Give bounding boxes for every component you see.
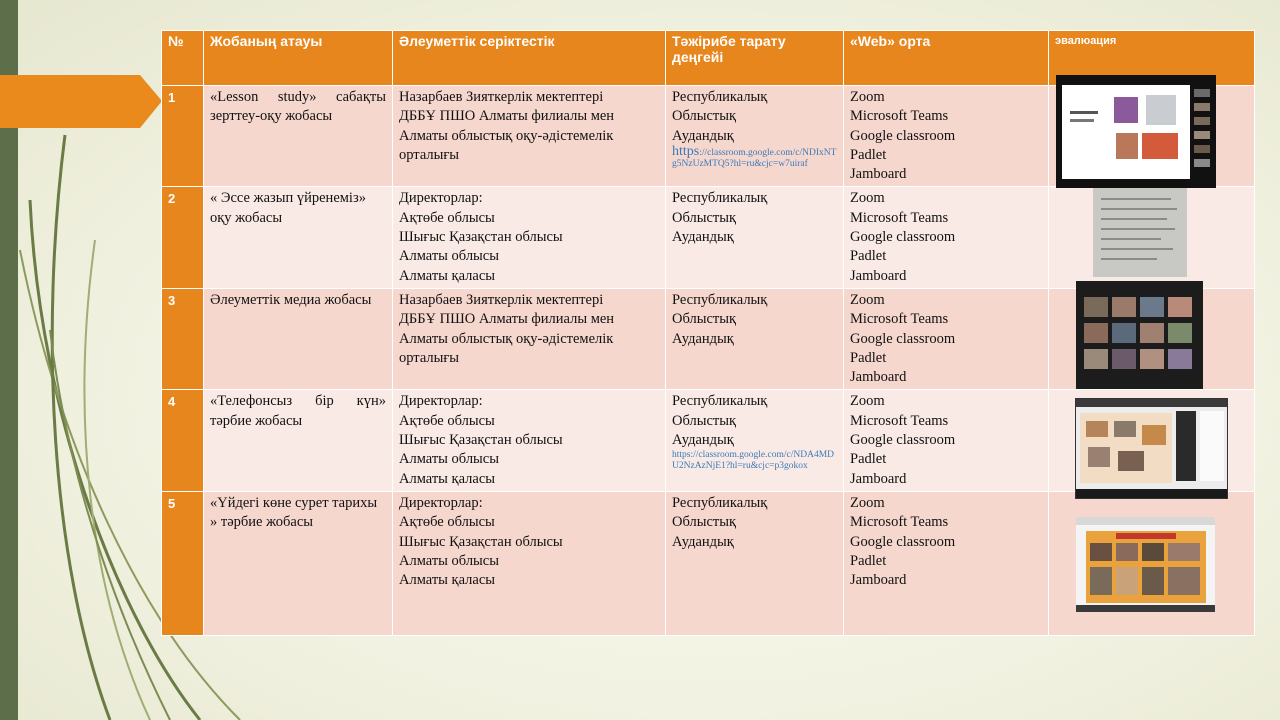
partner-line: Шығыс Қазақстан облысы xyxy=(399,432,563,449)
orange-arrow-shape xyxy=(0,75,162,128)
partner-line: Алматы облыстық оқу-әдістемелік орталығы xyxy=(399,127,614,163)
level-line: Облыстық xyxy=(672,209,737,226)
levels-cell xyxy=(666,187,844,288)
level-line: Республикалық xyxy=(672,494,768,511)
row-number: 3 xyxy=(162,288,204,389)
web-line: Google classroom xyxy=(850,229,956,246)
eval-scanned-document xyxy=(1093,188,1187,277)
partner-line: Ақтөбе облысы xyxy=(399,209,495,226)
level-line: Аудандық xyxy=(672,330,734,347)
partners-cell xyxy=(393,390,666,491)
row-number: 4 xyxy=(162,390,204,491)
levels-cell xyxy=(666,288,844,389)
header-num: № xyxy=(162,31,204,86)
partners-cell xyxy=(393,288,666,389)
web-line: Jamboard xyxy=(850,369,907,386)
web-line: Google classroom xyxy=(850,432,956,449)
web-line: Microsoft Teams xyxy=(850,311,949,328)
partners-cell xyxy=(393,491,666,635)
web-line: Padlet xyxy=(850,349,887,366)
web-line: Jamboard xyxy=(850,572,907,589)
web-line: Padlet xyxy=(850,146,887,163)
header-project: Жобаның атауы xyxy=(204,31,393,86)
table-row xyxy=(162,187,1255,288)
row-number: 1 xyxy=(162,86,204,187)
web-line: Jamboard xyxy=(850,267,907,284)
partner-line: Алматы қаласы xyxy=(399,267,496,284)
partner-line: Ақтөбе облысы xyxy=(399,412,495,429)
classroom-link[interactable] xyxy=(672,143,837,170)
web-cell xyxy=(844,187,1049,288)
level-line: Республикалық xyxy=(672,89,768,105)
levels-cell xyxy=(666,390,844,491)
level-line: Облыстық xyxy=(672,311,737,328)
project-title: «Үйдегі көне сурет тарихы » тәрбие жобасы xyxy=(204,491,393,635)
row-number: 5 xyxy=(162,491,204,635)
web-line: Zoom xyxy=(850,291,885,308)
project-title: «Телефонсыз бір күн» тәрбие жобасы xyxy=(204,390,393,491)
web-cell xyxy=(844,86,1049,187)
level-line: Аудандық xyxy=(672,127,734,144)
web-line: Jamboard xyxy=(850,470,907,487)
level-line: Республикалық xyxy=(672,393,768,410)
partner-line: ДББҰ ПШО Алматы филиалы мен xyxy=(399,311,615,328)
header-eval: эвалюация xyxy=(1049,31,1255,86)
web-cell xyxy=(844,491,1049,635)
levels-cell xyxy=(666,491,844,635)
partner-line: Алматы қаласы xyxy=(399,572,496,589)
web-line: Microsoft Teams xyxy=(850,412,949,429)
web-line: Zoom xyxy=(850,393,885,410)
web-line: Google classroom xyxy=(850,533,956,550)
level-line: Облыстық xyxy=(672,108,737,125)
partner-line: Шығыс Қазақстан облысы xyxy=(399,229,563,246)
level-line: Облыстық xyxy=(672,412,737,429)
web-line: Microsoft Teams xyxy=(850,209,949,226)
project-title: « Эссе жазып үйренеміз» оқу жобасы xyxy=(204,187,393,288)
row-number: 2 xyxy=(162,187,204,288)
partner-line: Алматы облысы xyxy=(399,451,499,468)
partner-line: Директорлар: xyxy=(399,494,483,511)
level-line: Аудандық xyxy=(672,432,734,449)
levels-cell xyxy=(666,86,844,187)
web-line: Jamboard xyxy=(850,166,907,183)
level-line: Республикалық xyxy=(672,291,768,308)
web-line: Google classroom xyxy=(850,330,956,347)
link-prefix: https xyxy=(672,143,700,159)
web-line: Padlet xyxy=(850,248,887,265)
web-line: Padlet xyxy=(850,552,887,569)
level-line: Аудандық xyxy=(672,229,734,246)
web-line: Microsoft Teams xyxy=(850,514,949,531)
eval-screenshot-1 xyxy=(1056,75,1216,188)
partner-line: Ақтөбе облысы xyxy=(399,514,495,531)
partner-line: Алматы қаласы xyxy=(399,470,496,487)
partner-line: Директорлар: xyxy=(399,190,483,207)
partner-line: Назарбаев Зияткерлік мектептері xyxy=(399,291,604,308)
partner-line: Алматы облысы xyxy=(399,552,499,569)
web-line: Zoom xyxy=(850,494,885,511)
eval-zoom-gallery xyxy=(1076,281,1203,389)
partner-line: Алматы облысы xyxy=(399,248,499,265)
web-line: Zoom xyxy=(850,190,885,207)
header-web: «Web» орта xyxy=(844,31,1049,86)
partner-line: Алматы облыстық оқу-әдістемелік орталығы xyxy=(399,330,614,366)
level-line: Республикалық xyxy=(672,190,768,207)
partners-cell xyxy=(393,86,666,187)
project-title: «Lesson study» сабақты зерттеу-оқу жобасы xyxy=(204,86,393,187)
partner-line: ДББҰ ПШО Алматы филиалы мен xyxy=(399,108,615,125)
level-line: Аудандық xyxy=(672,533,734,550)
web-cell xyxy=(844,288,1049,389)
eval-padlet-screenshot xyxy=(1076,517,1215,612)
project-title: Әлеуметтік медиа жобасы xyxy=(204,288,393,389)
link-rest: ://classroom.google.com/c/NDIxNTg5NzUzMTQ5?hl=ru&cjc=w7uiraf xyxy=(672,147,837,169)
eval-jamboard-screenshot xyxy=(1075,398,1228,499)
web-line: Google classroom xyxy=(850,127,956,144)
web-line: Microsoft Teams xyxy=(850,108,949,125)
header-level: Тәжірибе тарату деңгейі xyxy=(666,31,844,86)
partner-line: Назарбаев Зияткерлік мектептері xyxy=(399,89,604,105)
web-line: Padlet xyxy=(850,451,887,468)
classroom-link[interactable]: https://classroom.google.com/c/NDA4MDU2NzAzNjE1?hl=ru&cjc=p3gokox xyxy=(672,450,835,472)
level-line: Облыстық xyxy=(672,514,737,531)
partner-line: Шығыс Қазақстан облысы xyxy=(399,533,563,550)
partner-line: Директорлар: xyxy=(399,393,483,410)
header-partner: Әлеуметтік серіктестік xyxy=(393,31,666,86)
partners-cell xyxy=(393,187,666,288)
web-cell xyxy=(844,390,1049,491)
web-line: Zoom xyxy=(850,89,885,105)
